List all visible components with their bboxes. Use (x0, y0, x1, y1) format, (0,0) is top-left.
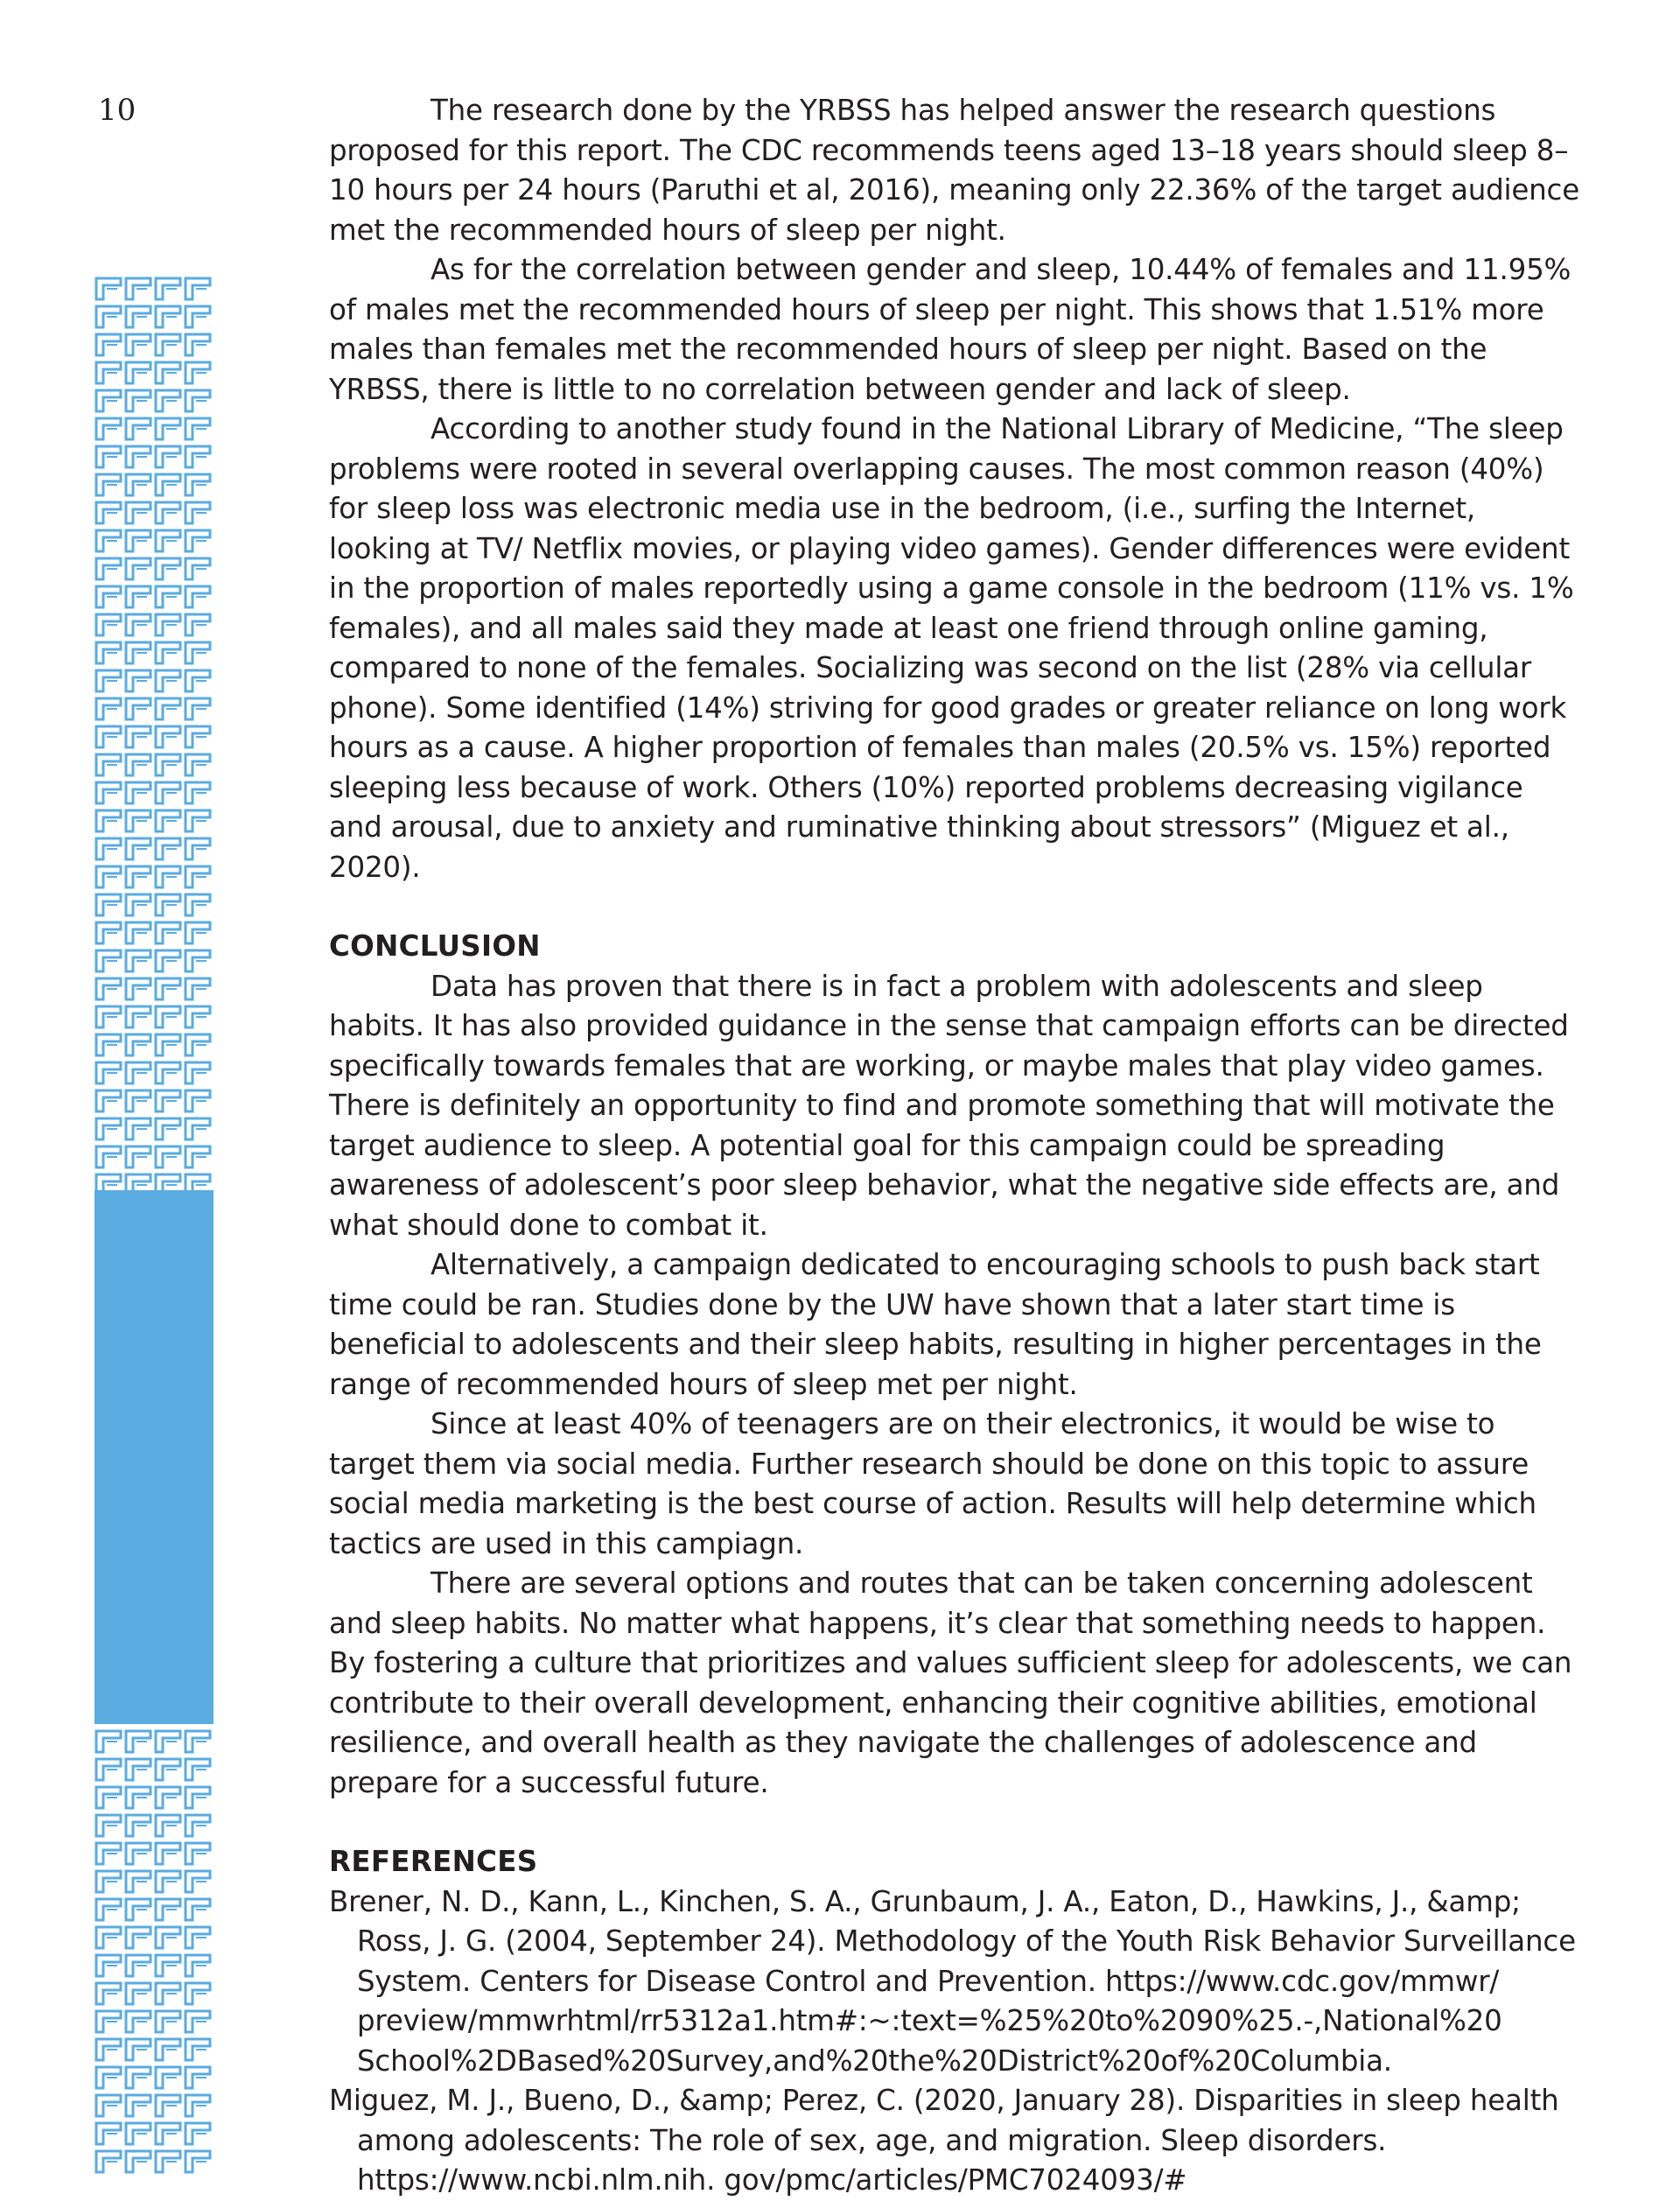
conclusion-heading: CONCLUSION (329, 929, 541, 963)
reference-item: Brener, N. D., Kann, L., Kinchen, S. A., Grunbaum, J. A., Eaton, D., Hawkins, J., &amp; Ross, J. G. (2004, September 24). Methodology of the Youth Risk Behavior Surveillance System. Centers for Disease Control and Prevention. https://www.cdc.gov/mmwr/ preview/mmwrhtml/rr5312a1.htm#:~:text=%25%20to%2090%25.-,National%20 School%2DBased%20Survey,and%20the%20District%20of%20Columbia. (329, 1884, 1576, 2078)
body-paragraph-1: The research done by the YRBSS has helped answer the research questions proposed for this report. The CDC recommends teens aged 13–18 years should sleep 8–10 hours per 24 hours (Paruthi et al, 2016), meaning only 22.36% of the target audience met the recommended hours of sleep per night. (329, 94, 1580, 247)
body-paragraph-3: According to another study found in the National Library of Medicine, “The sleep problems were rooted in several overlapping causes. The most common reason (40%) for sleep loss was electronic media use in the bedroom, (i.e., surfing the Internet, looking at TV/ Netflix movies, or playing video games). Gender differences were evident in the proportion of males reportedly using a game console in the bedroom (11% vs. 1% females), and all males said they made at least one friend through online gaming, compared to none of the females. Socializing was second on the list (28% via cellular phone). Some identified (14%) striving for good grades or greater reliance on long work hours as a cause. A higher proportion of females than males (20.5% vs. 15%) reported sleeping less because of work. Others (10%) reported problems decreasing vigilance and arousal, due to anxiety and ruminative thinking about stressors” (Miguez et al., 2020). (329, 412, 1574, 884)
page-number: 10 (98, 93, 136, 128)
conclusion-paragraph-1: Data has proven that there is in fact a problem with adolescents and sleep habits. It has also provided guidance in the sense that campaign efforts can be directed specifically towards females that are working, or maybe males that play video games. There is definitely an opportunity to find and promote something that will motivate the target audience to sleep. A potential goal for this campaign could be spreading awareness of adolescent’s poor sleep behavior, what the negative side effects are, and what should done to combat it. (329, 969, 1569, 1242)
conclusion-paragraph-3: Since at least 40% of teenagers are on their electronics, it would be wise to target them via social media. Further research should be done on this topic to assure social media marketing is the best course of action. Results will help determine which tactics are used in this campiagn. (329, 1407, 1536, 1560)
references-list (329, 1882, 1580, 2201)
conclusion-paragraph-4: There are several options and routes that can be taken concerning adolescent and sleep habits. No matter what happens, it’s clear that something needs to happen. By fostering a culture that prioritizes and values sufficient sleep for adolescents, we can contribute to their overall development, enhancing their cognitive abilities, emotional resilience, and overall health as they navigate the challenges of adolescence and prepare for a successful future. (329, 1567, 1572, 1799)
conclusion-paragraph-2: Alternatively, a campaign dedicated to encouraging schools to push back start time could be ran. Studies done by the UW have shown that a later start time is beneficial to adolescents and their sleep habits, resulting in higher percentages in the range of recommended hours of sleep met per night. (329, 1248, 1542, 1401)
body-paragraph-2: As for the correlation between gender and sleep, 10.44% of females and 11.95% of males met the recommended hours of sleep per night. This shows that 1.51% more males than females met the recommended hours of sleep per night. Based on the YRBSS, there is little to no correlation between gender and lack of sleep. (329, 253, 1572, 406)
reference-item: Miguez, M. J., Bueno, D., &amp; Perez, C. (2020, January 28). Disparities in sleep health among adolescents: The role of sex, age, and migration. Sleep disorders. https://www.ncbi.nlm.nih. gov/pmc/articles/PMC7024093/# (329, 2084, 1559, 2197)
decor-band (94, 1190, 214, 1724)
key-pattern-top (96, 278, 210, 1195)
greek-key-stripe-icon (94, 277, 214, 2175)
key-pattern-bottom (96, 1731, 210, 2172)
page-content (329, 91, 1580, 2201)
references-heading: REFERENCES (329, 1845, 538, 1878)
